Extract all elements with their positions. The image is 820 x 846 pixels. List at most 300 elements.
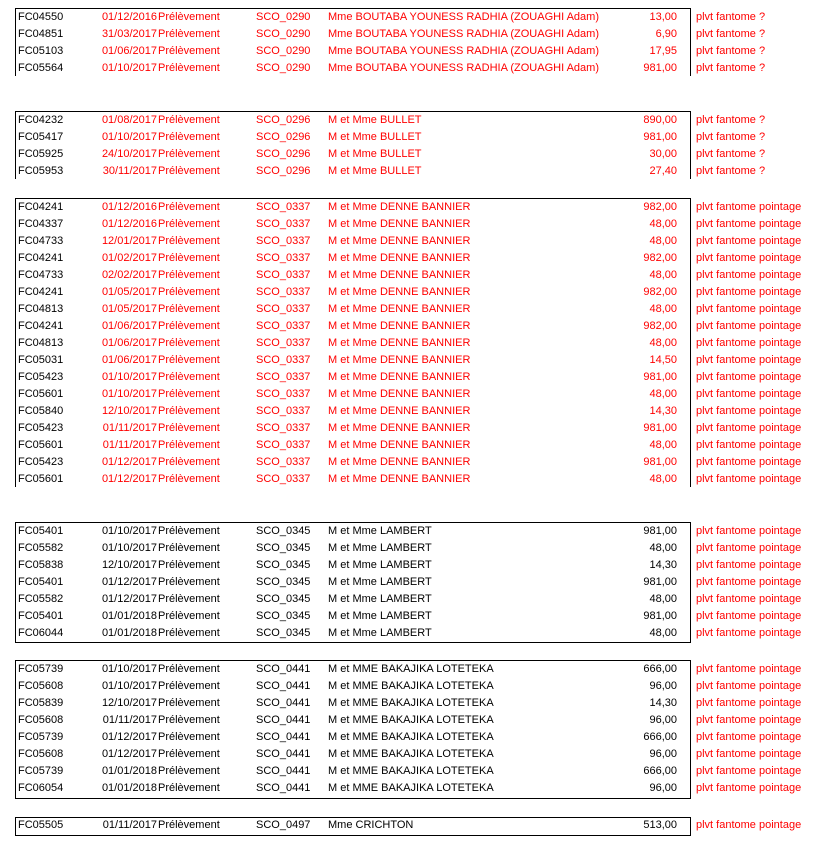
amount: 981,00 — [643, 371, 677, 383]
amount: 48,00 — [649, 303, 677, 315]
client-name: M et Mme LAMBERT — [328, 559, 432, 571]
amount: 982,00 — [643, 286, 677, 298]
client-ref: SCO_0290 — [256, 28, 311, 40]
client-name: M et Mme DENNE BANNIER — [328, 235, 471, 247]
client-ref: SCO_0296 — [256, 131, 311, 143]
client-name: M et Mme BULLET — [328, 148, 422, 160]
amount: 48,00 — [649, 218, 677, 230]
date: 01/12/2016 — [101, 218, 157, 230]
record-group-sco-0296 — [15, 111, 815, 180]
payment-type: Prélèvement — [158, 201, 220, 213]
table-row — [15, 216, 815, 233]
client-name: M et Mme DENNE BANNIER — [328, 337, 471, 349]
table-row — [15, 369, 815, 386]
table-row — [15, 540, 815, 557]
client-name: M et Mme LAMBERT — [328, 593, 432, 605]
payment-type: Prélèvement — [158, 456, 220, 468]
amount: 48,00 — [649, 439, 677, 451]
amount: 13,00 — [649, 11, 677, 23]
note: plvt fantome pointage — [696, 371, 802, 383]
note: plvt fantome pointage — [696, 748, 802, 760]
payment-type: Prélèvement — [158, 680, 220, 692]
invoice-code: FC05953 — [18, 165, 64, 177]
client-ref: SCO_0441 — [256, 748, 311, 760]
table-row — [15, 608, 815, 625]
payment-type: Prélèvement — [158, 731, 220, 743]
client-name: M et Mme DENNE BANNIER — [328, 371, 471, 383]
client-name: M et Mme LAMBERT — [328, 525, 432, 537]
table-row — [15, 557, 815, 574]
invoice-code: FC05739 — [18, 663, 64, 675]
client-name: Mme BOUTABA YOUNESS RADHIA (ZOUAGHI Adam) — [328, 11, 599, 23]
date: 01/10/2017 — [101, 62, 157, 74]
payment-type: Prélèvement — [158, 422, 220, 434]
client-ref: SCO_0441 — [256, 697, 311, 709]
client-ref: SCO_0290 — [256, 11, 311, 23]
note: plvt fantome pointage — [696, 782, 802, 794]
note: plvt fantome ? — [696, 45, 766, 57]
table-row — [15, 9, 815, 26]
client-ref: SCO_0345 — [256, 593, 311, 605]
date: 24/10/2017 — [101, 148, 157, 160]
amount: 14,30 — [649, 559, 677, 571]
table-row — [15, 112, 815, 129]
amount: 981,00 — [643, 610, 677, 622]
amount: 982,00 — [643, 252, 677, 264]
amount: 17,95 — [649, 45, 677, 57]
payment-type: Prélèvement — [158, 114, 220, 126]
payment-type: Prélèvement — [158, 714, 220, 726]
note: plvt fantome pointage — [696, 680, 802, 692]
client-ref: SCO_0337 — [256, 303, 311, 315]
table-row — [15, 591, 815, 608]
client-ref: SCO_0337 — [256, 269, 311, 281]
amount: 6,90 — [655, 28, 677, 40]
table-row — [15, 780, 815, 797]
client-name: M et MME BAKAJIKA LOTETEKA — [328, 748, 494, 760]
date: 01/11/2017 — [102, 819, 157, 831]
note: plvt fantome pointage — [696, 765, 802, 777]
payment-type: Prélèvement — [158, 337, 220, 349]
client-name: M et MME BAKAJIKA LOTETEKA — [328, 782, 494, 794]
table-row — [15, 746, 815, 763]
date: 01/06/2017 — [101, 337, 157, 349]
table-row — [15, 403, 815, 420]
client-ref: SCO_0497 — [256, 819, 311, 831]
note: plvt fantome pointage — [696, 663, 802, 675]
client-name: M et Mme DENNE BANNIER — [328, 405, 471, 417]
client-ref: SCO_0345 — [256, 542, 311, 554]
note: plvt fantome pointage — [696, 286, 802, 298]
client-name: M et MME BAKAJIKA LOTETEKA — [328, 697, 494, 709]
client-ref: SCO_0345 — [256, 627, 311, 639]
payment-type: Prélèvement — [158, 473, 220, 485]
client-ref: SCO_0337 — [256, 252, 311, 264]
note: plvt fantome pointage — [696, 627, 802, 639]
payment-type: Prélèvement — [158, 525, 220, 537]
client-name: M et Mme DENNE BANNIER — [328, 388, 471, 400]
table-row — [15, 523, 815, 540]
date: 12/10/2017 — [101, 697, 157, 709]
client-ref: SCO_0337 — [256, 235, 311, 247]
date: 01/01/2018 — [101, 627, 157, 639]
date: 01/12/2017 — [101, 731, 157, 743]
client-ref: SCO_0337 — [256, 320, 311, 332]
client-ref: SCO_0337 — [256, 371, 311, 383]
payment-type: Prélèvement — [158, 45, 220, 57]
invoice-code: FC05582 — [18, 542, 64, 554]
note: plvt fantome pointage — [696, 473, 802, 485]
client-name: M et MME BAKAJIKA LOTETEKA — [328, 765, 494, 777]
note: plvt fantome pointage — [696, 303, 802, 315]
table-row — [15, 817, 815, 834]
date: 01/05/2017 — [101, 303, 157, 315]
date: 01/10/2017 — [101, 680, 157, 692]
table-row — [15, 454, 815, 471]
payment-type: Prélèvement — [158, 439, 220, 451]
invoice-code: FC05401 — [18, 610, 64, 622]
client-name: M et Mme DENNE BANNIER — [328, 286, 471, 298]
invoice-code: FC05103 — [18, 45, 64, 57]
client-name: M et MME BAKAJIKA LOTETEKA — [328, 663, 494, 675]
payment-type: Prélèvement — [158, 354, 220, 366]
invoice-code: FC04733 — [18, 269, 64, 281]
table-row — [15, 729, 815, 746]
group-rows — [15, 817, 815, 834]
table-row — [15, 199, 815, 216]
note: plvt fantome pointage — [696, 388, 802, 400]
date: 01/01/2018 — [101, 782, 157, 794]
client-ref: SCO_0337 — [256, 405, 311, 417]
date: 01/12/2016 — [101, 11, 157, 23]
record-group-sco-0337 — [15, 198, 815, 488]
client-name: Mme BOUTABA YOUNESS RADHIA (ZOUAGHI Adam) — [328, 28, 599, 40]
note: plvt fantome pointage — [696, 697, 802, 709]
client-ref: SCO_0337 — [256, 422, 311, 434]
table-row — [15, 26, 815, 43]
amount: 48,00 — [649, 542, 677, 554]
table-row — [15, 625, 815, 642]
client-name: M et Mme DENNE BANNIER — [328, 252, 471, 264]
invoice-code: FC04241 — [18, 286, 64, 298]
client-name: M et Mme DENNE BANNIER — [328, 218, 471, 230]
date: 01/12/2017 — [101, 576, 157, 588]
table-row — [15, 335, 815, 352]
amount: 14,50 — [649, 354, 677, 366]
date: 01/08/2017 — [101, 114, 157, 126]
payment-type: Prélèvement — [158, 627, 220, 639]
note: plvt fantome pointage — [696, 422, 802, 434]
client-ref: SCO_0337 — [256, 201, 311, 213]
amount: 981,00 — [643, 525, 677, 537]
date: 01/01/2018 — [101, 765, 157, 777]
invoice-code: FC05925 — [18, 148, 64, 160]
invoice-code: FC04241 — [18, 201, 64, 213]
date: 01/12/2017 — [101, 748, 157, 760]
table-row — [15, 129, 815, 146]
client-ref: SCO_0441 — [256, 782, 311, 794]
amount: 96,00 — [649, 714, 677, 726]
payment-type: Prélèvement — [158, 388, 220, 400]
client-ref: SCO_0290 — [256, 62, 311, 74]
amount: 666,00 — [643, 765, 677, 777]
table-row — [15, 471, 815, 488]
client-name: M et Mme DENNE BANNIER — [328, 303, 471, 315]
client-name: M et Mme DENNE BANNIER — [328, 456, 471, 468]
record-group-sco-0345 — [15, 522, 815, 642]
amount: 981,00 — [643, 422, 677, 434]
client-ref: SCO_0337 — [256, 337, 311, 349]
invoice-code: FC05582 — [18, 593, 64, 605]
payment-type: Prélèvement — [158, 610, 220, 622]
amount: 48,00 — [649, 235, 677, 247]
payment-type: Prélèvement — [158, 252, 220, 264]
client-ref: SCO_0337 — [256, 286, 311, 298]
client-ref: SCO_0296 — [256, 165, 311, 177]
table-row — [15, 437, 815, 454]
invoice-code: FC05839 — [18, 697, 64, 709]
payment-type: Prélèvement — [158, 62, 220, 74]
client-name: Mme CRICHTON — [328, 819, 414, 831]
table-row — [15, 284, 815, 301]
invoice-code: FC05608 — [18, 680, 64, 692]
amount: 982,00 — [643, 320, 677, 332]
invoice-code: FC05031 — [18, 354, 64, 366]
invoice-code: FC05608 — [18, 748, 64, 760]
invoice-code: FC04733 — [18, 235, 64, 247]
amount: 48,00 — [649, 593, 677, 605]
date: 01/12/2017 — [101, 473, 157, 485]
client-ref: SCO_0296 — [256, 148, 311, 160]
table-row — [15, 695, 815, 712]
note: plvt fantome pointage — [696, 819, 802, 831]
date: 01/10/2017 — [101, 525, 157, 537]
group-rows — [15, 111, 815, 180]
amount: 48,00 — [649, 269, 677, 281]
payment-type: Prélèvement — [158, 303, 220, 315]
note: plvt fantome pointage — [696, 542, 802, 554]
table-row — [15, 233, 815, 250]
payment-type: Prélèvement — [158, 131, 220, 143]
client-ref: SCO_0441 — [256, 714, 311, 726]
date: 01/01/2018 — [101, 610, 157, 622]
note: plvt fantome pointage — [696, 731, 802, 743]
table-row — [15, 146, 815, 163]
note: plvt fantome ? — [696, 131, 766, 143]
invoice-code: FC05564 — [18, 62, 64, 74]
client-ref: SCO_0337 — [256, 354, 311, 366]
group-rows — [15, 522, 815, 642]
invoice-code: FC05601 — [18, 439, 64, 451]
client-name: Mme BOUTABA YOUNESS RADHIA (ZOUAGHI Adam) — [328, 45, 599, 57]
client-name: M et Mme DENNE BANNIER — [328, 354, 471, 366]
amount: 48,00 — [649, 337, 677, 349]
invoice-code: FC04851 — [18, 28, 64, 40]
payment-type: Prélèvement — [158, 542, 220, 554]
payment-type: Prélèvement — [158, 11, 220, 23]
table-row — [15, 163, 815, 180]
payment-type: Prélèvement — [158, 286, 220, 298]
invoice-code: FC04337 — [18, 218, 64, 230]
note: plvt fantome pointage — [696, 559, 802, 571]
group-rows — [15, 8, 815, 77]
amount: 981,00 — [643, 576, 677, 588]
client-name: M et Mme LAMBERT — [328, 627, 432, 639]
client-name: M et Mme DENNE BANNIER — [328, 439, 471, 451]
invoice-code: FC05608 — [18, 714, 64, 726]
date: 02/02/2017 — [101, 269, 157, 281]
invoice-code: FC05601 — [18, 388, 64, 400]
date: 30/11/2017 — [102, 165, 157, 177]
client-name: M et Mme DENNE BANNIER — [328, 422, 471, 434]
note: plvt fantome pointage — [696, 354, 802, 366]
invoice-code: FC04232 — [18, 114, 64, 126]
note: plvt fantome pointage — [696, 405, 802, 417]
date: 01/10/2017 — [101, 388, 157, 400]
client-name: M et Mme LAMBERT — [328, 610, 432, 622]
note: plvt fantome pointage — [696, 439, 802, 451]
note: plvt fantome ? — [696, 62, 766, 74]
client-ref: SCO_0345 — [256, 576, 311, 588]
date: 01/05/2017 — [101, 286, 157, 298]
date: 12/10/2017 — [101, 405, 157, 417]
payment-type: Prélèvement — [158, 748, 220, 760]
date: 01/06/2017 — [101, 320, 157, 332]
payment-type: Prélèvement — [158, 320, 220, 332]
note: plvt fantome pointage — [696, 201, 802, 213]
client-ref: SCO_0345 — [256, 559, 311, 571]
amount: 96,00 — [649, 748, 677, 760]
table-row — [15, 352, 815, 369]
payment-type: Prélèvement — [158, 371, 220, 383]
payment-type: Prélèvement — [158, 218, 220, 230]
table-row — [15, 763, 815, 780]
invoice-code: FC04241 — [18, 320, 64, 332]
invoice-code: FC05840 — [18, 405, 64, 417]
client-name: M et Mme LAMBERT — [328, 576, 432, 588]
table-row — [15, 60, 815, 77]
client-ref: SCO_0441 — [256, 765, 311, 777]
date: 01/12/2016 — [101, 201, 157, 213]
client-name: M et Mme LAMBERT — [328, 542, 432, 554]
group-rows — [15, 198, 815, 488]
table-row — [15, 386, 815, 403]
client-name: M et MME BAKAJIKA LOTETEKA — [328, 714, 494, 726]
client-name: M et MME BAKAJIKA LOTETEKA — [328, 680, 494, 692]
invoice-code: FC05401 — [18, 576, 64, 588]
invoice-code: FC05423 — [18, 371, 64, 383]
amount: 14,30 — [649, 697, 677, 709]
date: 01/10/2017 — [101, 131, 157, 143]
date: 01/11/2017 — [102, 422, 157, 434]
date: 01/11/2017 — [102, 714, 157, 726]
amount: 981,00 — [643, 131, 677, 143]
client-ref: SCO_0337 — [256, 439, 311, 451]
client-ref: SCO_0290 — [256, 45, 311, 57]
amount: 890,00 — [643, 114, 677, 126]
date: 31/03/2017 — [101, 28, 157, 40]
note: plvt fantome pointage — [696, 576, 802, 588]
payment-type: Prélèvement — [158, 819, 220, 831]
payment-type: Prélèvement — [158, 576, 220, 588]
note: plvt fantome ? — [696, 165, 766, 177]
date: 01/10/2017 — [101, 542, 157, 554]
payment-type: Prélèvement — [158, 269, 220, 281]
note: plvt fantome pointage — [696, 269, 802, 281]
amount: 982,00 — [643, 201, 677, 213]
table-row — [15, 267, 815, 284]
note: plvt fantome pointage — [696, 610, 802, 622]
client-ref: SCO_0345 — [256, 525, 311, 537]
invoice-code: FC05739 — [18, 765, 64, 777]
client-ref: SCO_0441 — [256, 663, 311, 675]
record-group-sco-0290 — [15, 8, 815, 77]
note: plvt fantome ? — [696, 114, 766, 126]
client-ref: SCO_0345 — [256, 610, 311, 622]
client-name: M et Mme DENNE BANNIER — [328, 320, 471, 332]
client-name: M et Mme DENNE BANNIER — [328, 201, 471, 213]
amount: 48,00 — [649, 388, 677, 400]
table-row — [15, 661, 815, 678]
date: 01/10/2017 — [101, 663, 157, 675]
invoice-code: FC04241 — [18, 252, 64, 264]
amount: 48,00 — [649, 627, 677, 639]
note: plvt fantome pointage — [696, 320, 802, 332]
amount: 14,30 — [649, 405, 677, 417]
invoice-code: FC04813 — [18, 337, 64, 349]
note: plvt fantome ? — [696, 11, 766, 23]
date: 01/06/2017 — [101, 45, 157, 57]
note: plvt fantome pointage — [696, 337, 802, 349]
invoice-code: FC06054 — [18, 782, 64, 794]
invoice-code: FC05417 — [18, 131, 64, 143]
amount: 48,00 — [649, 473, 677, 485]
table-row — [15, 712, 815, 729]
invoice-code: FC04813 — [18, 303, 64, 315]
payment-type: Prélèvement — [158, 148, 220, 160]
date: 01/12/2017 — [101, 593, 157, 605]
payment-type: Prélèvement — [158, 559, 220, 571]
table-row — [15, 574, 815, 591]
date: 01/12/2017 — [101, 456, 157, 468]
amount: 96,00 — [649, 782, 677, 794]
payment-type: Prélèvement — [158, 697, 220, 709]
client-ref: SCO_0337 — [256, 456, 311, 468]
client-name: Mme BOUTABA YOUNESS RADHIA (ZOUAGHI Adam) — [328, 62, 599, 74]
invoice-code: FC05739 — [18, 731, 64, 743]
note: plvt fantome pointage — [696, 593, 802, 605]
amount: 96,00 — [649, 680, 677, 692]
amount: 666,00 — [643, 663, 677, 675]
table-row — [15, 250, 815, 267]
payment-type: Prélèvement — [158, 405, 220, 417]
client-name: M et MME BAKAJIKA LOTETEKA — [328, 731, 494, 743]
payment-type: Prélèvement — [158, 28, 220, 40]
payment-type: Prélèvement — [158, 165, 220, 177]
note: plvt fantome ? — [696, 28, 766, 40]
table-row — [15, 43, 815, 60]
client-ref: SCO_0337 — [256, 218, 311, 230]
table-row — [15, 678, 815, 695]
client-name: M et Mme DENNE BANNIER — [328, 473, 471, 485]
amount: 513,00 — [643, 819, 677, 831]
group-rows — [15, 660, 815, 797]
amount: 981,00 — [643, 456, 677, 468]
client-name: M et Mme BULLET — [328, 165, 422, 177]
payment-type: Prélèvement — [158, 765, 220, 777]
invoice-code: FC05505 — [18, 819, 64, 831]
payment-type: Prélèvement — [158, 593, 220, 605]
